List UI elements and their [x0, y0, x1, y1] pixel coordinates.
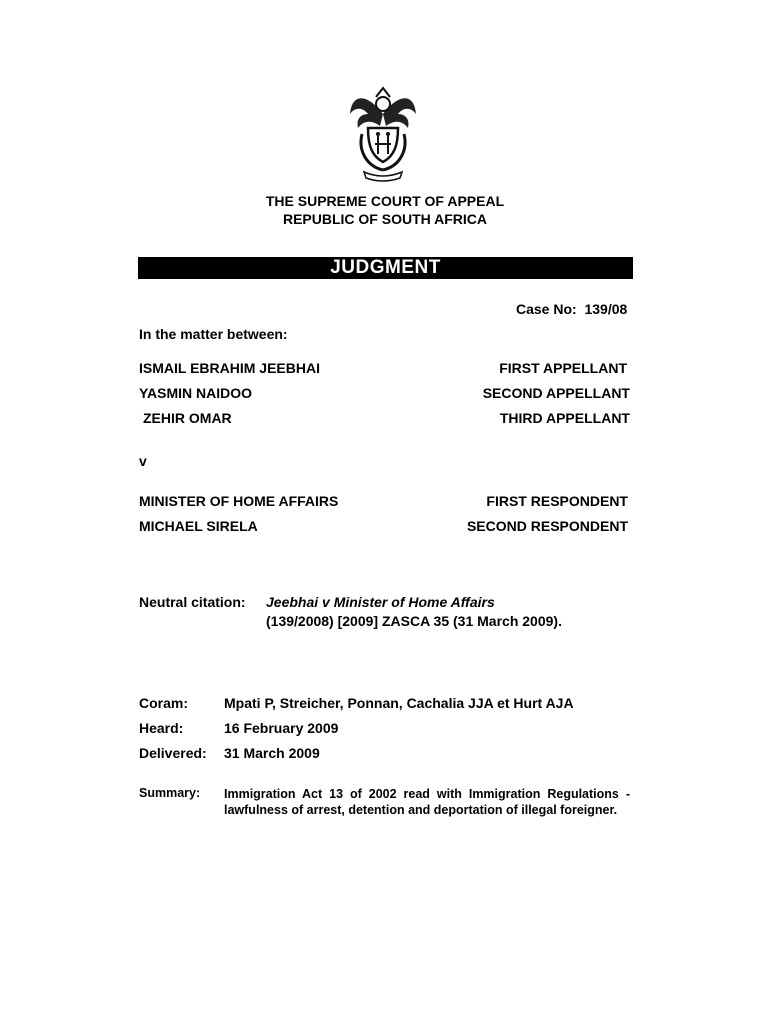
citation-reference: (139/2008) [2009] ZASCA 35 (31 March 2009). — [266, 613, 562, 629]
respondent-role: FIRST RESPONDENT — [486, 493, 628, 509]
case-number-value: 139/08 — [584, 301, 628, 317]
summary-label: Summary: — [139, 786, 201, 800]
heard-value: 16 February 2009 — [224, 720, 339, 736]
coram-value: Mpati P, Streicher, Ponnan, Cachalia JJA et Hurt AJA — [224, 695, 574, 711]
appellant-name: ZEHIR OMAR — [143, 410, 232, 426]
citation-title: Jeebhai v Minister of Home Affairs — [266, 594, 495, 610]
summary-text: Immigration Act 13 of 2002 read with Immigration Regulations - lawfulness of arrest, detention and deportation of illegal foreigner. — [224, 787, 630, 817]
delivered-label: Delivered: — [139, 745, 207, 761]
case-number — [516, 301, 627, 317]
coat-of-arms-icon — [338, 84, 428, 184]
matter-between: In the matter between: — [139, 326, 288, 342]
appellant-role: THIRD APPELLANT — [499, 410, 630, 426]
coram-label: Coram: — [139, 695, 189, 711]
respondent-role: SECOND RESPONDENT — [466, 518, 628, 534]
appellant-name: ISMAIL EBRAHIM JEEBHAI — [139, 360, 320, 376]
citation-label: Neutral citation: — [139, 594, 246, 610]
appellant-role: FIRST APPELLANT — [499, 360, 627, 376]
court-name: THE SUPREME COURT OF APPEAL — [265, 193, 505, 209]
case-number-label: Case No: — [516, 301, 577, 317]
respondent-name: MICHAEL SIRELA — [139, 518, 258, 534]
appellant-role: SECOND APPELLANT — [482, 385, 630, 401]
delivered-value: 31 March 2009 — [224, 745, 320, 761]
heard-label: Heard: — [139, 720, 184, 736]
court-country: REPUBLIC OF SOUTH AFRICA — [282, 211, 488, 227]
appellant-name: YASMIN NAIDOO — [139, 385, 253, 401]
judgment-title: JUDGMENT — [138, 257, 633, 279]
respondent-name: MINISTER OF HOME AFFAIRS — [139, 493, 339, 509]
versus: v — [139, 453, 147, 469]
